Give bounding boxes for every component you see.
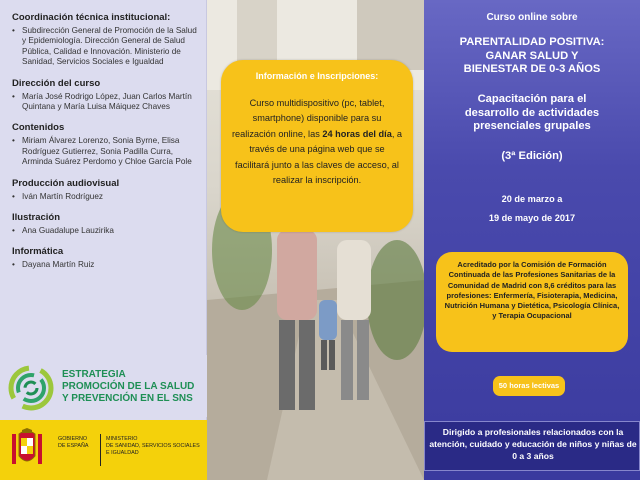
course-dates	[424, 190, 640, 228]
strategy-swirl-icon	[8, 365, 54, 411]
info-body	[231, 96, 403, 188]
ministry-line: MINISTERIO	[106, 436, 138, 442]
strategy-line: Y PREVENCIÓN EN EL SNS	[62, 393, 193, 404]
title-line: GANAR SALUD Y	[485, 49, 579, 62]
section-title: Informática	[12, 246, 64, 258]
left-panel	[0, 0, 207, 480]
list-item: • María José Rodrigo López, Juan Carlos Martín Quintana y María Luisa Máiquez Chaves	[12, 92, 202, 113]
info-box	[221, 60, 413, 232]
section-title: Ilustración	[12, 212, 61, 224]
course-subtitle	[424, 93, 640, 134]
government-label	[58, 436, 98, 450]
section-title: Contenidos	[12, 122, 65, 134]
strategy-line: PROMOCIÓN DE LA SALUD	[62, 381, 195, 392]
list-item: • Iván Martín Rodríguez	[12, 192, 202, 202]
subtitle-line: Capacitación para el	[477, 93, 587, 105]
info-text: , a través de una página web que se facilitará junto a las claves de acceso, al realizar la inscripción.	[235, 128, 403, 186]
subtitle-line: desarrollo de actividades	[464, 106, 600, 119]
section-title: Coordinación técnica institucional:	[12, 12, 171, 23]
government-bar	[0, 420, 207, 480]
subtitle-line: presenciales grupales	[473, 120, 591, 132]
accreditation-text: Acreditado por la Comisión de Formación Continuada de las Profesiones Sanitarias de la Comunidad de Madrid con 8,6 créditos para las profesiones: Enfermería, Fisioterapia, Medicina, Nutrición Humana y Dietética, Psicología Clínica, y Terapia Ocupacional	[444, 260, 620, 321]
list-item: • Ana Guadalupe Lauzirika	[12, 226, 202, 236]
credits	[12, 12, 202, 271]
strategy-line: ESTRATEGIA	[62, 369, 126, 380]
date-line: 19 de mayo de 2017	[488, 213, 576, 223]
coat-of-arms-icon	[10, 428, 44, 472]
edition-label: (3ª Edición)	[501, 150, 563, 162]
info-text: Curso multidispositivo (pc, tablet, smartphone) disponible para su realización online, las	[231, 98, 385, 139]
course-online-label: Curso online sobre	[486, 12, 578, 23]
hours-badge: 50 horas lectivas	[493, 376, 565, 396]
date-line: 20 de marzo a	[501, 194, 563, 204]
title-line: PARENTALIDAD POSITIVA:	[459, 36, 605, 48]
info-highlight: 24 horas del día	[322, 128, 392, 139]
gov-line: GOBIERNO	[58, 436, 88, 442]
course-title	[424, 36, 640, 77]
section-title: Dirección del curso	[12, 77, 101, 89]
audience-text: Dirigido a profesionales relacionados con la atención, cuidado y educación de niños y niñas de 0 a 3 años	[429, 427, 637, 461]
title-line: BIENESTAR DE 0-3 AÑOS	[463, 63, 601, 75]
right-panel	[424, 0, 640, 480]
list-item: • Dayana Martín Ruiz	[12, 260, 202, 270]
strategy-logo-block	[0, 355, 207, 417]
ministry-line: DE SANIDAD, SERVICIOS SOCIALES	[106, 443, 200, 449]
accreditation-box	[436, 252, 628, 352]
ministry-label	[106, 436, 202, 457]
list-item: • Subdirección General de Promoción de la Salud y Epidemiología. Dirección General de Salud Pública, Calidad e Innovación. Ministerio de Sanidad, Servicios Sociales e Igualdad	[12, 26, 202, 68]
gov-line: DE ESPAÑA	[58, 443, 89, 449]
list-item: • Miriam Álvarez Lorenzo, Sonia Byrne, Elisa Rodríguez Gutierrez, Sonia Padilla Curra, Arminda Suárez Perdomo y Chloe García Pole	[12, 136, 202, 167]
audience-box	[424, 421, 640, 471]
divider	[100, 434, 101, 466]
info-title: Información e Inscripciones:	[255, 71, 379, 81]
ministry-line: E IGUALDAD	[106, 450, 139, 456]
section-title: Producción audiovisual	[12, 177, 120, 189]
strategy-title	[62, 369, 207, 405]
